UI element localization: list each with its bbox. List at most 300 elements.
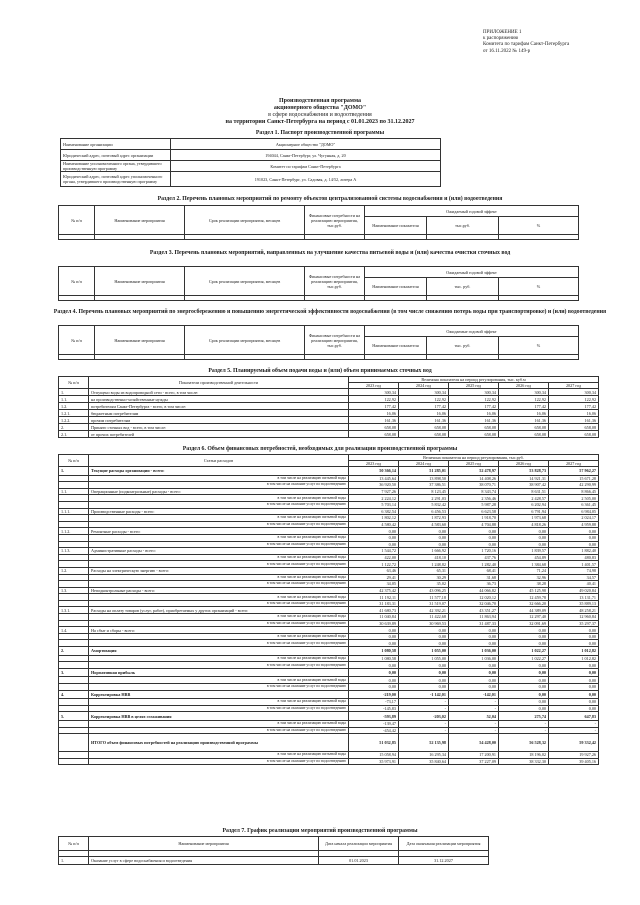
value-cell: 300,34 <box>449 389 499 396</box>
value-cell: 0,00 <box>349 662 399 669</box>
value-cell: - <box>399 699 449 706</box>
passport-row <box>61 139 441 150</box>
table-cell <box>365 355 427 360</box>
row-label: в том числе на оказание услуг по водоотведению <box>89 620 349 627</box>
table-cell <box>59 355 95 360</box>
row-label: Оказание услуг в сфере водоснабжения и водоотведения <box>89 857 319 865</box>
value-cell: 34,57 <box>549 574 599 581</box>
row-label: от прочих потребителей <box>89 431 349 438</box>
title-line: в сфере водоснабжения и водоотведения <box>268 112 372 118</box>
year-header: 2024 год <box>399 461 449 467</box>
total-value: 52 135,98 <box>399 734 449 752</box>
value-cell: - <box>399 720 449 727</box>
table-row <box>59 548 599 555</box>
column-header: Показатели производственной деятельности <box>89 377 349 389</box>
row-number: 1. <box>59 389 89 396</box>
table-row <box>59 541 599 548</box>
value-cell: 49 020,84 <box>549 587 599 594</box>
row-label: в том числе на реализацию питьевой воды <box>89 720 349 727</box>
value-cell: 1 282,40 <box>449 561 499 568</box>
value-cell: 0,00 <box>449 684 499 691</box>
value-cell: 41 680,73 <box>349 607 399 614</box>
table-row <box>59 727 599 734</box>
row-label: в том числе на реализацию питьевой воды <box>89 614 349 621</box>
row-label: Текущие расходы организации - всего: <box>89 467 349 476</box>
value-cell: 31,68 <box>449 574 499 581</box>
column-header: № п/п <box>59 837 89 851</box>
passport-value: 191023, Санкт-Петербург, ул. Садовая, д. 14/52, литера А <box>171 172 441 187</box>
column-header: Финансовые потребности на реализацию мероприятия, тыс.руб. <box>305 206 365 235</box>
row-label: в том числе на оказание услуг по водоотведению <box>89 705 349 712</box>
row-label: Расходы на оплату товаров (услуг, работ), приобретаемых у других организаций - всего: <box>89 607 349 614</box>
row-number <box>59 720 89 727</box>
value-cell: 0,00 <box>549 699 599 706</box>
value-cell: 31 487,33 <box>449 620 499 627</box>
value-cell: 0,00 <box>449 668 499 677</box>
value-cell: -1 142,01 <box>399 690 449 699</box>
row-number <box>59 640 89 647</box>
value-cell: 30,29 <box>399 574 449 581</box>
value-cell: 1 666,92 <box>399 548 449 555</box>
row-label: На сбыт и сборы - всего: <box>89 627 349 634</box>
column-header: Ожидаемые годовой эффект <box>365 326 579 337</box>
value-cell: 0,00 <box>399 684 449 691</box>
table-row <box>59 488 599 495</box>
value-cell: 658,08 <box>399 431 449 438</box>
value-cell: 0,00 <box>399 541 449 548</box>
value-cell: 122,92 <box>449 396 499 403</box>
table-row <box>59 515 599 522</box>
row-label: в том числе на реализацию питьевой воды <box>89 475 349 482</box>
value-cell: - <box>449 699 499 706</box>
row-number <box>59 554 89 561</box>
table-row <box>59 600 599 607</box>
value-cell: 52 478,97 <box>449 467 499 476</box>
value-cell: 0,00 <box>349 668 399 677</box>
value-cell: 13 445,64 <box>349 475 399 482</box>
value-cell: 11 577,18 <box>399 594 449 601</box>
row-number: 1. <box>59 857 89 865</box>
value-cell: 68,41 <box>449 567 499 574</box>
value-cell: 1 055,00 <box>399 655 449 662</box>
value-cell: 122,92 <box>549 396 599 403</box>
row-label: в том числе на оказание услуг по водоотведению <box>89 662 349 669</box>
column-header: Величина показателя на период регулирования, тыс. куб.м <box>349 377 599 383</box>
value-cell: 8 631,51 <box>499 488 549 495</box>
row-number <box>59 534 89 541</box>
row-number <box>59 482 89 489</box>
table-cell <box>427 235 499 240</box>
value-cell: 45 125,98 <box>499 587 549 594</box>
year-header: 2027 год <box>549 461 599 467</box>
table-row <box>59 677 599 684</box>
row-number <box>59 727 89 734</box>
value-cell: 2 356,46 <box>449 495 499 502</box>
value-cell: 6 382,54 <box>349 508 399 515</box>
column-header: № п/п <box>59 206 95 235</box>
column-header: Наименование мероприятия <box>95 267 185 296</box>
value-cell: 647,83 <box>549 712 599 721</box>
value-cell: 12 459,78 <box>499 594 549 601</box>
value-cell: 65,31 <box>399 567 449 574</box>
row-label: в том числе на реализацию питьевой воды <box>89 699 349 706</box>
value-cell: 6 456,53 <box>399 508 449 515</box>
value-cell: 15 671,28 <box>549 475 599 482</box>
value-cell: 43 351,27 <box>449 607 499 614</box>
row-number <box>59 501 89 508</box>
value-cell: 2 024,17 <box>549 515 599 522</box>
value-cell: 6 361,45 <box>549 501 599 508</box>
row-number: 1.2. <box>59 403 89 410</box>
table-row <box>59 574 599 581</box>
column-header: № п/п <box>59 377 89 389</box>
value-cell: 11 040,84 <box>349 614 399 621</box>
value-cell: 0,00 <box>549 633 599 640</box>
value-cell: 5 832,42 <box>399 501 449 508</box>
row-label: в том числе на оказание услуг по водоотведению <box>89 640 349 647</box>
row-label: в том числе на реализацию питьевой воды <box>89 574 349 581</box>
row-number: 2. <box>59 424 89 431</box>
section5-title: Раздел 5. Планируемый объем подачи воды и (или) объем принимаемых сточных вод <box>208 368 432 374</box>
value-cell: 12 960,84 <box>549 614 599 621</box>
table-cell <box>185 355 305 360</box>
value-cell: 30 639,89 <box>349 620 399 627</box>
value-cell: 161,36 <box>399 417 449 424</box>
value-cell: 658,08 <box>449 424 499 431</box>
value-cell: 0,00 <box>499 705 549 712</box>
table-cell <box>427 296 499 301</box>
value-cell: 2 505,00 <box>549 495 599 502</box>
row-label: Корректировка НВВ <box>89 690 349 699</box>
value-cell: 0,00 <box>549 627 599 634</box>
table-row <box>59 627 599 634</box>
value-cell: 0,00 <box>399 528 449 535</box>
column-header: Ожидаемый годовой эффект <box>365 267 579 278</box>
value-cell: 0,00 <box>349 640 399 647</box>
appendix-line: Комитета по тарифам Санкт-Петербурга <box>483 42 570 48</box>
table-cell <box>365 296 427 301</box>
value-cell: 1 882,40 <box>549 548 599 555</box>
value-cell: 0,00 <box>349 627 399 634</box>
value-cell: -142,01 <box>449 690 499 699</box>
row-number <box>59 662 89 669</box>
title-line: Производственная программа <box>278 98 362 104</box>
value-cell: 0,00 <box>499 684 549 691</box>
row-number: 2. <box>59 647 89 656</box>
table-row <box>59 561 599 568</box>
table-row <box>59 355 579 360</box>
table-row <box>59 647 599 656</box>
value-cell: 36,73 <box>449 581 499 588</box>
row-label: в том числе на реализацию питьевой воды <box>89 495 349 502</box>
value-cell: 1 802,12 <box>349 515 399 522</box>
value-cell: 35 973,91 <box>349 758 399 765</box>
row-number <box>59 758 89 765</box>
value-cell: 32,96 <box>499 574 549 581</box>
row-label: в том числе на реализацию питьевой воды <box>89 554 349 561</box>
value-cell: 122,92 <box>349 396 399 403</box>
value-cell: 122,92 <box>399 396 449 403</box>
table-row <box>59 668 599 677</box>
value-cell: - <box>449 727 499 734</box>
table-header-row <box>59 377 599 383</box>
table-row <box>59 475 599 482</box>
value-cell: 37 386,51 <box>399 482 449 489</box>
row-number: 1. <box>59 467 89 476</box>
section4-title: Раздел 4. Перечень плановых мероприятий по энергосбережению и повышению энергетической эффективности водоснабжения (в том числе снижению потерь воды при транспортировке) и (или) водоотведения <box>53 309 607 315</box>
value-cell: 0,00 <box>349 528 399 535</box>
value-cell: 0,00 <box>399 662 449 669</box>
value-cell: 658,08 <box>549 431 599 438</box>
value-cell: 53 828,73 <box>499 467 549 476</box>
value-cell: 658,08 <box>399 424 449 431</box>
value-cell: 15 058,94 <box>349 752 399 759</box>
value-cell: 5 987,28 <box>449 501 499 508</box>
value-cell: 177,42 <box>499 403 549 410</box>
value-cell: 6 984,05 <box>549 508 599 515</box>
value-cell: 1 720,16 <box>449 548 499 555</box>
section2-title: Раздел 2. Перечень плановых мероприятий по ремонту объектов централизованной системы водоснабжения и (или) водоотведения <box>157 196 503 202</box>
year-header: 2026 год <box>499 461 549 467</box>
row-number: 1.2.1. <box>59 410 89 417</box>
table-row <box>59 662 599 669</box>
value-cell: 658,08 <box>499 431 549 438</box>
value-cell: 40,41 <box>549 581 599 588</box>
value-cell: 300,34 <box>349 389 399 396</box>
value-cell: 0,00 <box>349 534 399 541</box>
table-row <box>59 705 599 712</box>
value-cell: 0,00 <box>399 534 449 541</box>
column-header: Финансовые потребности на реализацию мероприятия, тыс.руб. <box>305 267 365 296</box>
value-cell: 161,36 <box>499 417 549 424</box>
row-label: потребителям Санкт-Петербурга - всего, в том числе: <box>89 403 349 410</box>
value-cell: 42 375,42 <box>349 587 399 594</box>
value-cell: 161,36 <box>449 417 499 424</box>
row-number <box>59 600 89 607</box>
value-cell: 16,06 <box>349 410 399 417</box>
row-label: Нормативная прибыль <box>89 668 349 677</box>
row-label: Отпущено воды из водопроводной сети - всего, в том числе: <box>89 389 349 396</box>
value-cell: - <box>399 705 449 712</box>
row-label: в том числе на реализацию питьевой воды <box>89 534 349 541</box>
value-cell: 0,00 <box>499 677 549 684</box>
value-cell: 2 291,03 <box>399 495 449 502</box>
value-cell: 0,00 <box>499 541 549 548</box>
value-cell: 0,00 <box>499 633 549 640</box>
start-date: 01.01.2023 <box>319 857 399 865</box>
row-number <box>59 699 89 706</box>
total-value: 59 332,42 <box>549 734 599 752</box>
table-row <box>59 690 599 699</box>
value-cell: 14 921,31 <box>499 475 549 482</box>
table-row <box>59 467 599 476</box>
table-cell <box>499 296 579 301</box>
value-cell: 0,00 <box>549 668 599 677</box>
row-label: в том числе на оказание услуг по водоотведению <box>89 541 349 548</box>
row-number <box>59 655 89 662</box>
value-cell: 0,00 <box>449 541 499 548</box>
table-row <box>59 752 599 759</box>
total-value: 56 528,32 <box>499 734 549 752</box>
table-row <box>59 410 599 417</box>
value-cell: 30 969,53 <box>399 620 449 627</box>
value-cell: 0,00 <box>549 705 599 712</box>
table-row <box>59 403 599 410</box>
table-row <box>59 396 599 403</box>
value-cell: 0,00 <box>449 633 499 640</box>
table-row <box>59 655 599 662</box>
value-cell: 1 055,00 <box>399 647 449 656</box>
value-cell: 1 080,58 <box>349 647 399 656</box>
column-header: Дата начала реализации мероприятия <box>319 837 399 851</box>
value-cell: 1 973,68 <box>499 515 549 522</box>
value-cell: 6 202,94 <box>499 501 549 508</box>
value-cell: -203,02 <box>399 712 449 721</box>
table-cell <box>95 296 185 301</box>
value-cell: 17 200,91 <box>449 752 499 759</box>
value-cell: 32 666,20 <box>499 600 549 607</box>
value-cell: 7 927,26 <box>349 488 399 495</box>
section7-title: Раздел 7. График реализации мероприятий производственной программы <box>222 828 418 834</box>
value-cell: 0,00 <box>549 662 599 669</box>
value-cell: -139,47 <box>349 720 399 727</box>
column-header: Срок реализации мероприятия, месяцев <box>185 267 305 296</box>
row-label: бюджетным потребителям <box>89 410 349 417</box>
value-cell: 1 012,82 <box>549 655 599 662</box>
table-row <box>59 720 599 727</box>
column-header: Наименование мероприятия <box>89 837 319 851</box>
table-row <box>59 501 599 508</box>
appendix-line: ПРИЛОЖЕНИЕ 1 <box>483 30 522 35</box>
table-row <box>59 554 599 561</box>
value-cell: 42 392,21 <box>399 607 449 614</box>
value-cell: 1 036,00 <box>449 647 499 656</box>
title-line: на территории Санкт-Петербурга на период с 01.01.2023 по 31.12.2027 <box>225 119 415 125</box>
table-cell <box>499 355 579 360</box>
table-header-row <box>59 455 599 461</box>
value-cell: 13 898,50 <box>399 475 449 482</box>
column-header: Ожидаемый годовой эффект <box>365 206 579 217</box>
year-header: 2027 год <box>549 383 599 389</box>
row-label: в том числе на оказание услуг по водоотведению <box>89 758 349 765</box>
column-header: % <box>499 278 579 296</box>
column-header: № п/п <box>59 455 89 467</box>
value-cell: 0,00 <box>549 677 599 684</box>
passport-value: Комитет по тарифам Санкт-Петербурга <box>171 161 441 172</box>
finance-table <box>58 454 599 765</box>
row-number <box>59 594 89 601</box>
table-row <box>59 424 599 431</box>
table-row <box>59 296 579 301</box>
table-cell <box>427 355 499 360</box>
row-label: в том числе на оказание услуг по водоотведению <box>89 600 349 607</box>
row-label: Принято сточных вод - всего, в том числе: <box>89 424 349 431</box>
row-number <box>59 705 89 712</box>
total-row <box>59 734 599 752</box>
row-label: Производственные расходы - всего: <box>89 508 349 515</box>
year-header: 2025 год <box>449 383 499 389</box>
value-cell: 0,00 <box>549 528 599 535</box>
value-cell: 1 401,57 <box>549 561 599 568</box>
value-cell: 0,00 <box>399 640 449 647</box>
value-cell: 8 123,45 <box>399 488 449 495</box>
appendix-line: от 16.11.2022 № 149-р <box>483 48 531 54</box>
table-cell <box>499 235 579 240</box>
table-cell <box>185 296 305 301</box>
table-row <box>59 620 599 627</box>
value-cell: 161,36 <box>549 417 599 424</box>
table-row <box>59 699 599 706</box>
table-header-row <box>59 206 579 217</box>
end-date: 31.12.2027 <box>399 857 489 865</box>
value-cell: 300,34 <box>549 389 599 396</box>
table-row <box>59 607 599 614</box>
row-number: 1.1.1. <box>59 508 89 515</box>
value-cell: 658,08 <box>349 431 399 438</box>
value-cell: 11 863,94 <box>449 614 499 621</box>
passport-value: 194044, Санкт-Петербург, ул. Чугунная, д. 20 <box>171 150 441 161</box>
row-label: в том числе на реализацию питьевой воды <box>89 594 349 601</box>
value-cell: 38 907,42 <box>499 482 549 489</box>
value-cell: 35 297,37 <box>549 620 599 627</box>
document-title <box>150 98 490 126</box>
value-cell: 50 366,14 <box>349 467 399 476</box>
table-row <box>59 528 599 535</box>
value-cell: -454,42 <box>349 727 399 734</box>
table-cell <box>95 235 185 240</box>
row-number <box>59 475 89 482</box>
value-cell: 18 196,02 <box>499 752 549 759</box>
row-label: в том числе на оказание услуг по водоотведению <box>89 482 349 489</box>
table-header-row <box>59 326 579 337</box>
value-cell: 38 070,71 <box>449 482 499 489</box>
table-row <box>59 508 599 515</box>
value-cell: 19 927,26 <box>549 752 599 759</box>
value-cell: 418,10 <box>399 554 449 561</box>
row-number <box>59 614 89 621</box>
passport-row <box>61 161 441 172</box>
value-cell: 658,08 <box>349 424 399 431</box>
table-cell <box>95 355 185 360</box>
value-cell: 0,00 <box>549 640 599 647</box>
schedule-table <box>58 836 489 865</box>
value-cell: 4 583,60 <box>399 521 449 528</box>
total-value: 51 032,85 <box>349 734 399 752</box>
row-number <box>59 677 89 684</box>
table-row <box>59 235 579 240</box>
table-cell <box>185 235 305 240</box>
column-header: № п/п <box>59 326 95 355</box>
value-cell: - <box>399 727 449 734</box>
row-label: Административные расходы - всего: <box>89 548 349 555</box>
column-header: тыс. руб. <box>427 278 499 296</box>
value-cell: 44 389,09 <box>499 607 549 614</box>
row-number: 1.3. <box>59 587 89 594</box>
table-row <box>59 495 599 502</box>
row-number <box>59 521 89 528</box>
row-number: 4. <box>59 690 89 699</box>
value-cell: 6 623,58 <box>449 508 499 515</box>
column-header: Наименование показателя <box>365 217 427 235</box>
value-cell: 658,08 <box>449 431 499 438</box>
row-number <box>59 515 89 522</box>
value-cell: 0,00 <box>399 633 449 640</box>
passport-label: Юридический адрес, почтовый адрес организации <box>61 150 171 161</box>
row-label: в том числе на реализацию питьевой воды <box>89 633 349 640</box>
column-header: Наименование мероприятия <box>95 206 185 235</box>
value-cell: 44 066,82 <box>449 587 499 594</box>
value-cell: 0,00 <box>449 677 499 684</box>
